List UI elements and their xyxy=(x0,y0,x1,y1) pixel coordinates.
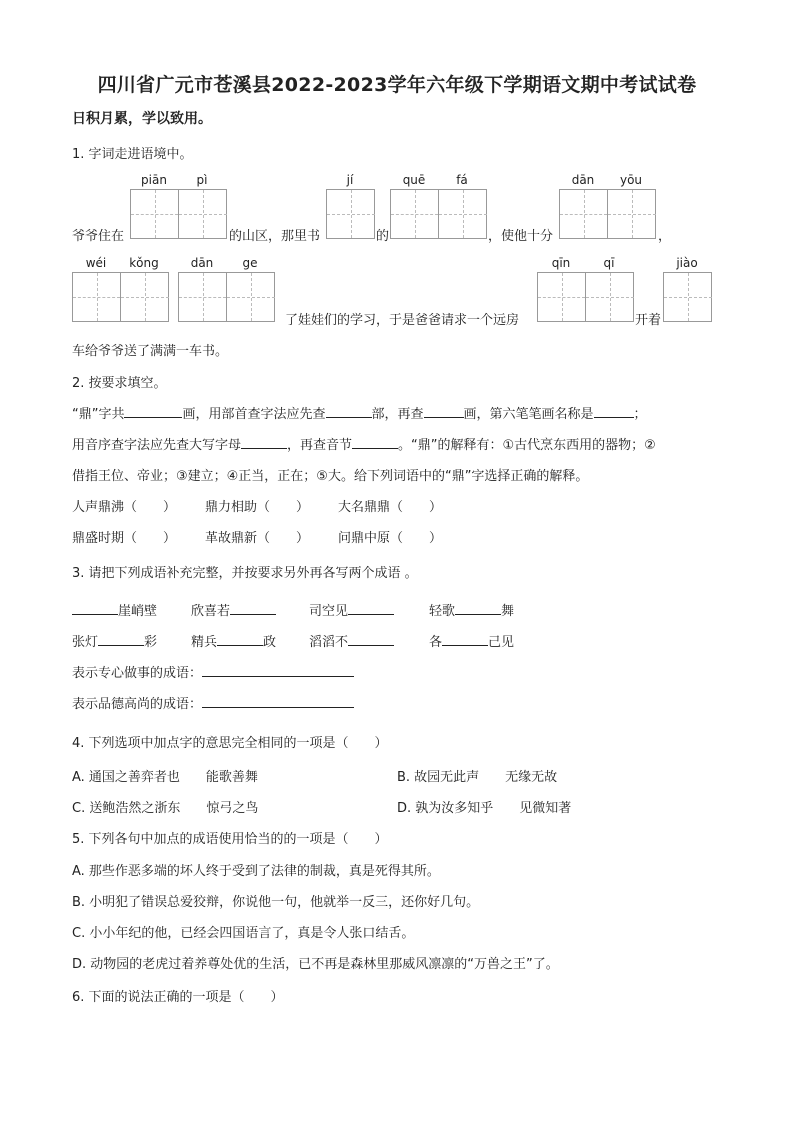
q3-idiom-b2 xyxy=(191,631,276,650)
pinyin-you: yōu xyxy=(619,173,643,187)
blank[interactable] xyxy=(424,403,464,418)
question-4-heading: 4. 下列选项中加点字的意思完全相同的一项是（ ） xyxy=(72,736,388,751)
pinyin-dan2: dān xyxy=(190,256,214,270)
pinyin-qin: qīn xyxy=(551,256,571,270)
pinyin-wei: wéi xyxy=(85,256,107,270)
question-5-heading: 5. 下列各句中加点的成语使用恰当的的一项是（ ） xyxy=(72,832,388,847)
pinyin-pi: pì xyxy=(196,173,208,187)
q2-word-5: 革故鼎新（ ） xyxy=(205,531,310,546)
q3-idiom-a2 xyxy=(191,600,276,619)
question-3-heading: 3. 请把下列成语补充完整，并按要求另外再各写两个成语 。 xyxy=(72,566,418,581)
blank[interactable] xyxy=(348,600,394,615)
q3-b3: 滔滔不 xyxy=(309,635,349,650)
question-6-heading: 6. 下面的说法正确的一项是（ ） xyxy=(72,990,284,1005)
q5-option-a[interactable]: A. 那些作恶多端的坏人终于受到了法律的制裁，真是死得其所。 xyxy=(72,864,440,879)
blank[interactable] xyxy=(230,600,276,615)
q3-idiom-a3 xyxy=(309,600,394,619)
pinyin-jiao: jiào xyxy=(676,256,698,270)
page-title: 四川省广元市苍溪县2022-2023学年六年级下学期语文期中考试试卷 xyxy=(97,74,697,96)
q4-option-c[interactable]: C. 送鲍浩然之浙东 惊弓之鸟 xyxy=(72,801,259,816)
pinyin-kong: kǒng xyxy=(129,256,159,270)
q2-word-6: 问鼎中原（ ） xyxy=(338,531,443,546)
pinyin-dan1: dān xyxy=(571,173,595,187)
q3-b1a: 张灯 xyxy=(72,635,99,650)
q3-idiom-b3 xyxy=(309,631,394,650)
q3-b2a: 精兵 xyxy=(191,635,218,650)
q3-virtue-line xyxy=(72,693,354,712)
writing-grid-pianpi[interactable] xyxy=(130,189,227,239)
q2-l1c: 部，再查 xyxy=(371,407,424,422)
q4-option-b[interactable]: B. 故园无此声 无缘无故 xyxy=(397,770,558,785)
q2-line-1 xyxy=(72,403,647,422)
blank[interactable] xyxy=(594,403,634,418)
blank[interactable] xyxy=(72,600,118,615)
pinyin-fa: fá xyxy=(456,173,468,187)
q2-line-3: 借指王位、帝业；③建立；④正当，正在；⑤大。给下列词语中的“鼎”字选择正确的解释。 xyxy=(72,469,589,484)
q2-l2c: 。“鼎”的解释有：①古代烹东西用的器物；② xyxy=(398,438,656,453)
blank[interactable] xyxy=(202,693,354,708)
blank[interactable] xyxy=(455,600,501,615)
q1-text-5: ， xyxy=(658,229,672,244)
writing-grid-ji[interactable] xyxy=(326,189,375,239)
q3-concentrate-line xyxy=(72,662,354,681)
writing-grid-quefa[interactable] xyxy=(390,189,487,239)
q3-b4b: 己见 xyxy=(488,635,515,650)
q2-line-2 xyxy=(72,434,656,453)
blank[interactable] xyxy=(241,434,287,449)
blank[interactable] xyxy=(202,662,354,677)
q1-text-8: 车给爷爷送了满满一车书。 xyxy=(72,344,229,359)
q3-a1: 崖峭壁 xyxy=(118,604,158,619)
blank[interactable] xyxy=(442,631,488,646)
blank[interactable] xyxy=(217,631,263,646)
q2-word-2: 鼎力相助（ ） xyxy=(205,500,310,515)
q1-text-2: 的山区，那里书 xyxy=(229,229,321,244)
question-2-heading: 2. 按要求填空。 xyxy=(72,376,167,391)
q1-text-4: ，使他十分 xyxy=(488,229,554,244)
blank[interactable] xyxy=(326,403,372,418)
pinyin-ji: jí xyxy=(346,173,354,187)
q3-idiom-a1 xyxy=(72,600,157,619)
writing-grid-weikong[interactable] xyxy=(72,272,169,322)
q2-l2b: ，再查音节 xyxy=(287,438,353,453)
q4-option-a[interactable]: A. 通国之善弈者也 能歌善舞 xyxy=(72,770,258,785)
q5-option-d[interactable]: D. 动物园的老虎过着养尊处优的生活，已不再是森林里那威风凛凛的“万兽之王”了。 xyxy=(72,957,559,972)
q3-a4b: 舞 xyxy=(501,604,515,619)
writing-grid-qinqi[interactable] xyxy=(537,272,634,322)
q2-l2a: 用音序查字法应先查大写字母 xyxy=(72,438,242,453)
q1-text-1: 爷爷住在 xyxy=(72,229,125,244)
q3-a3: 司空见 xyxy=(309,604,349,619)
q2-word-3: 大名鼎鼎（ ） xyxy=(338,500,443,515)
q3-b1b: 彩 xyxy=(144,635,158,650)
blank[interactable] xyxy=(98,631,144,646)
writing-grid-dange[interactable] xyxy=(178,272,275,322)
writing-grid-danyou[interactable] xyxy=(559,189,656,239)
q3-c2: 表示品德高尚的成语： xyxy=(72,697,203,712)
section-heading: 日积月累，学以致用。 xyxy=(72,111,212,127)
question-1-heading: 1. 字词走进语境中。 xyxy=(72,147,193,162)
q3-c1: 表示专心做事的成语： xyxy=(72,666,203,681)
blank[interactable] xyxy=(352,434,398,449)
pinyin-qi: qī xyxy=(603,256,615,270)
blank[interactable] xyxy=(124,403,182,418)
q2-l1e: ； xyxy=(633,407,647,422)
q4-option-d[interactable]: D. 孰为汝多知乎 见微知著 xyxy=(397,801,572,816)
q1-text-7: 开着 xyxy=(635,313,662,328)
q1-text-6: 了娃娃们的学习，于是爸爸请求一个远房 xyxy=(285,313,520,328)
q2-word-4: 鼎盛时期（ ） xyxy=(72,531,177,546)
pinyin-ge: ge xyxy=(242,256,258,270)
q2-l1d: 画，第六笔笔画名称是 xyxy=(463,407,594,422)
q5-option-b[interactable]: B. 小明犯了错误总爱狡辩，你说他一句，他就举一反三，还你好几句。 xyxy=(72,895,480,910)
q3-b4a: 各 xyxy=(429,635,443,650)
q1-text-3: 的 xyxy=(376,229,390,244)
blank[interactable] xyxy=(348,631,394,646)
q3-idiom-b1 xyxy=(72,631,157,650)
q3-a2: 欣喜若 xyxy=(191,604,231,619)
q2-l1b: 画，用部首查字法应先查 xyxy=(182,407,326,422)
q3-idiom-b4 xyxy=(429,631,514,650)
q2-word-1: 人声鼎沸（ ） xyxy=(72,500,177,515)
pinyin-que: quē xyxy=(402,173,426,187)
writing-grid-jiao[interactable] xyxy=(663,272,712,322)
q3-idiom-a4 xyxy=(429,600,514,619)
q5-option-c[interactable]: C. 小小年纪的他，已经会四国语言了，真是令人张口结舌。 xyxy=(72,926,415,941)
q3-b2b: 政 xyxy=(263,635,277,650)
pinyin-pian: piān xyxy=(141,173,167,187)
q2-l1a: “鼎”字共 xyxy=(72,407,125,422)
q3-a4a: 轻歌 xyxy=(429,604,456,619)
